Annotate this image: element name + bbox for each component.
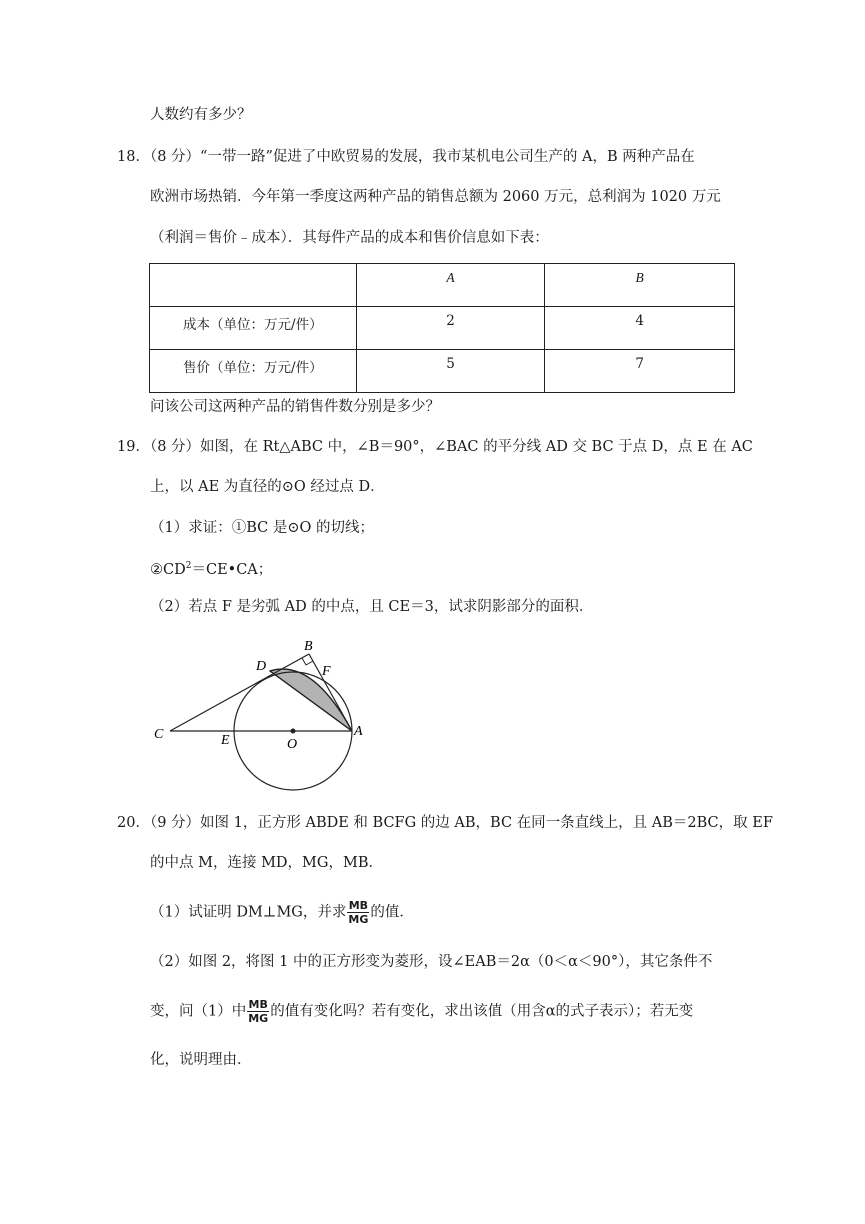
- q19-part-2: （2）若点 F 是劣弧 AD 的中点，且 CE＝3，试求阴影部分的面积．: [150, 599, 594, 615]
- q19-line-2: 上，以 AE 为直径的⊙O 经过点 D．: [150, 479, 385, 495]
- table-cell: 2: [356, 307, 545, 350]
- table-header-cell: [150, 264, 357, 307]
- fraction-numerator: MB: [348, 899, 369, 912]
- fraction-denominator: MG: [248, 1012, 269, 1025]
- q18-line-1: 18．（8 分）“一带一路”促进了中欧贸易的发展，我市某机电公司生产的 A，B 两种产品在: [117, 149, 695, 165]
- prev-question-tail: 人数约有多少？: [150, 107, 252, 123]
- q19-part-1: （1）求证：①BC 是⊙O 的切线；: [150, 520, 374, 536]
- label-B: B: [304, 639, 313, 654]
- table-cell: 售价（单位：万元/件）: [150, 350, 357, 393]
- label-A: A: [354, 724, 363, 739]
- q20-line-2: 的中点 M，连接 MD，MG，MB．: [150, 855, 383, 871]
- label-E: E: [221, 733, 230, 748]
- segment-CB: [170, 654, 309, 731]
- label-F: F: [322, 664, 331, 679]
- table-header-row: [150, 264, 735, 307]
- table-cell: 4: [545, 307, 735, 350]
- table-header-cell: A: [356, 264, 545, 307]
- q19-line-1: 19．（8 分）如图，在 Rt△ABC 中，∠B＝90°，∠BAC 的平分线 AD 交 BC 于点 D，点 E 在 AC: [117, 439, 753, 455]
- center-point: [291, 729, 296, 734]
- label-D: D: [256, 659, 267, 674]
- q18-question: 问该公司这两种产品的销售件数分别是多少？: [150, 399, 440, 415]
- fraction-denominator: MG: [348, 913, 369, 926]
- fraction-MB-MG: [347, 899, 369, 926]
- q18-line-2: 欧洲市场热销．今年第一季度这两种产品的销售总额为 2060 万元，总利润为 1020 万元: [150, 189, 721, 205]
- fraction-MB-MG: [247, 998, 269, 1025]
- q20-part-2-text2: 的值有变化吗？若有变化，求出该值（用含α的式子表示）；若无变: [270, 1003, 694, 1020]
- q20-line-1: 20．（9 分）如图 1，正方形 ABDE 和 BCFG 的边 AB，BC 在同一条直线上，且 AB＝2BC，取 EF: [117, 815, 773, 831]
- table-cell: 7: [545, 350, 735, 393]
- label-C: C: [154, 727, 164, 742]
- q18-line-3: （利润＝售价﹣成本）．其每件产品的成本和售价信息如下表：: [150, 230, 549, 246]
- q19-part-1b-text: ②CD: [150, 561, 186, 578]
- table-row: [150, 350, 735, 393]
- table-cell: 成本（单位：万元/件）: [150, 307, 357, 350]
- q20-part-2-line-2: [150, 998, 693, 1025]
- q19-part-1b-text2: ＝CE•CA；: [191, 561, 273, 578]
- q20-part-2-line-3: 化，说明理由．: [150, 1052, 252, 1068]
- table-header-cell: B: [545, 264, 735, 307]
- q20-part-1-text2: 的值．: [370, 904, 414, 921]
- q20-part-1-text: （1）试证明 DM⊥MG，并求: [150, 904, 347, 921]
- q20-part-2-line-1: （2）如图 2，将图 1 中的正方形变为菱形，设∠EAB＝2α（0＜α＜90°），其它条件不: [150, 954, 713, 970]
- table-row: [150, 307, 735, 350]
- q20-part-1: [150, 899, 414, 926]
- q19-part-1b: [150, 556, 272, 580]
- table-cell: 5: [356, 350, 545, 393]
- product-info-table: [149, 263, 735, 393]
- superscript: 2: [185, 561, 192, 571]
- circle-tangent-figure: [140, 630, 380, 795]
- label-O: O: [287, 737, 298, 752]
- fraction-numerator: MB: [248, 998, 268, 1011]
- q20-part-2-text: 变，问（1）中: [150, 1003, 247, 1020]
